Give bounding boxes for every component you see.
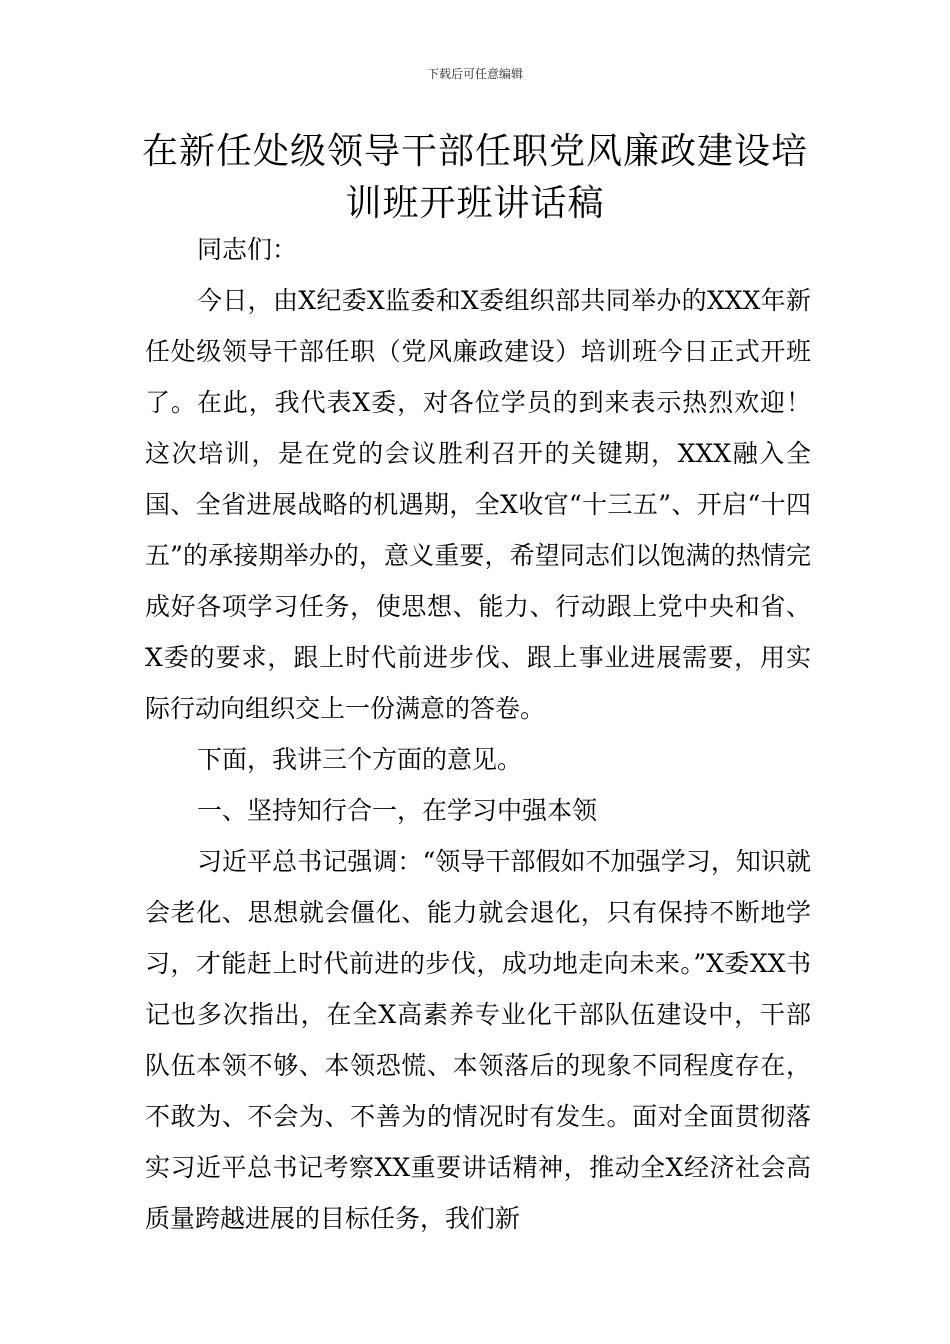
salutation: 同志们： <box>197 235 298 264</box>
header-note: 下载后可任意编辑 <box>426 67 523 81</box>
outline-intro-paragraph: 下面，我讲三个方面的意见。 <box>197 745 523 774</box>
document-title-line-1: 在新任处级领导干部任职党风廉政建设培 <box>141 131 808 172</box>
section-1-paragraph: 习近平总书记强调：“领导干部假如不加强学习，知识就会老化、思想就会僵化、能力就会退化，只有保持不断地学习，才能赶上时代前进的步伐，成功地走向未来。”X委XX书记也多次指出，在全X高素养专业化干部队伍建设中，干部队伍本领不够、本领恐慌、本领落后的现象不同程度存在，不敢为、不会为、不善为的情况时有发生。面对全面贯彻落实习近平总书记考察XX重要讲话精神，推动全X经济社会高质量跨越进展的目标任务，我们新 <box>145 847 811 1233</box>
document-title <box>120 126 830 230</box>
document-title-line-2: 训班开班讲话稿 <box>345 183 605 224</box>
section-heading-1: 一、坚持知行合一，在学习中强本领 <box>197 796 598 825</box>
document-body <box>145 224 811 1244</box>
opening-paragraph: 今日，由X纪委X监委和X委组织部共同举办的XXX年新任处级领导干部任职（党风廉政建设）培训班今日正式开班了。在此，我代表X委，对各位学员的到来表示热烈欢迎！这次培训，是在党的会议胜利召开的关键期，XXX融入全国、全省进展战略的机遇期，全X收官“十三五”、开启“十四五”的承接期举办的，意义重要，希望同志们以饱满的热情完成好各项学习任务，使思想、能力、行动跟上党中央和省、X委的要求，跟上时代前进步伐、跟上事业进展需要，用实际行动向组织交上一份满意的答卷。 <box>145 286 811 723</box>
